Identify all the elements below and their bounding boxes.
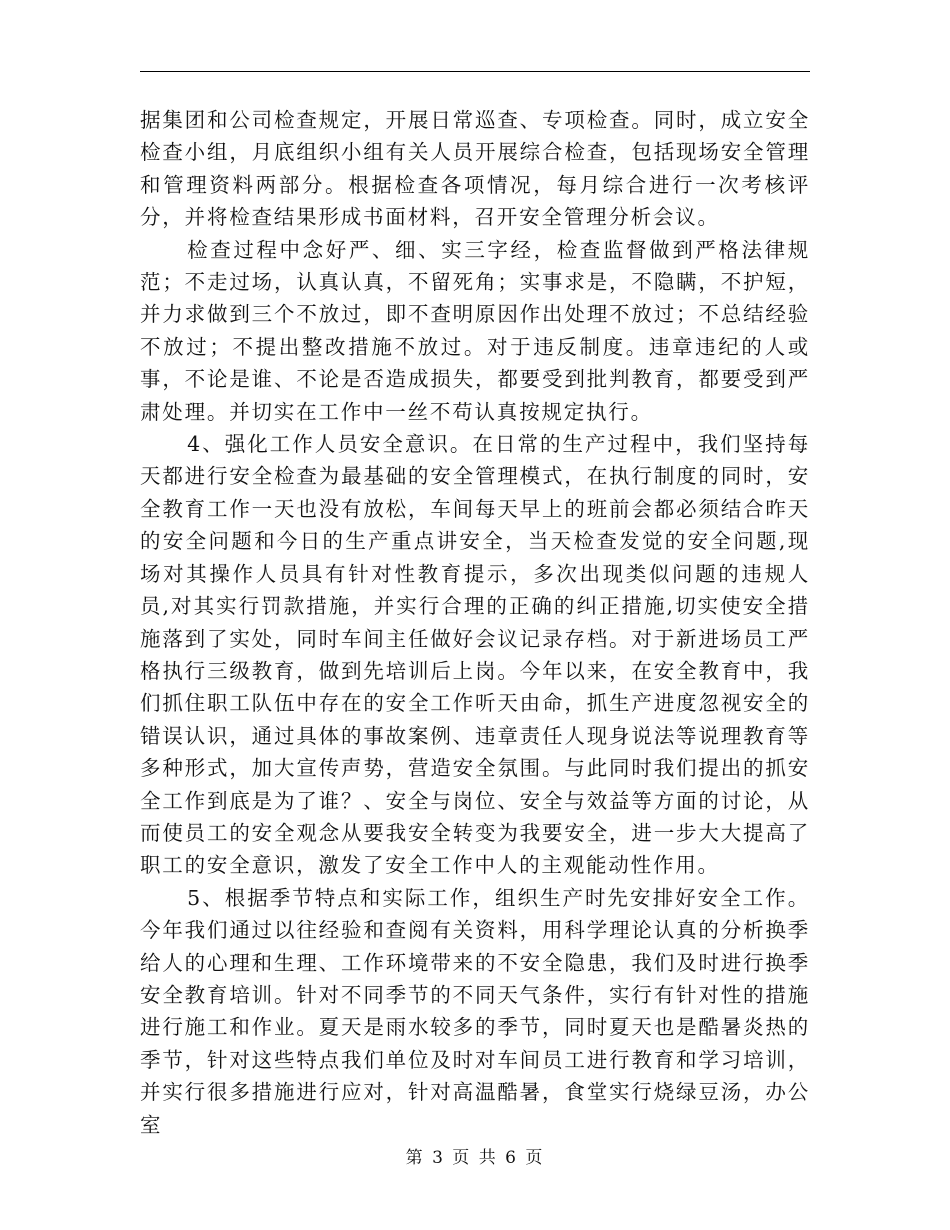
paragraph-4: 5、根据季节特点和实际工作，组织生产时先安排好安全工作。今年我们通过以往经验和查阅有关资料，用科学理论认真的分析换季给人的心理和生理、工作环境带来的不安全隐患，我们及时进行换季安全教育培训。针对不同季节的不同天气条件，实行有针对性的措施进行施工和作业。夏天是雨水较多的季节，同时夏天也是酷暑炎热的季节，针对这些特点我们单位及时对车间员工进行教育和学习培训，并实行很多措施进行应对，针对高温酷暑，食堂实行烧绿豆汤，办公室 bbox=[140, 885, 810, 1137]
header-rule bbox=[140, 71, 810, 72]
paragraph-1: 据集团和公司检查规定，开展日常巡查、专项检查。同时，成立安全检查小组，月底组织小组有关人员开展综合检查，包括现场安全管理和管理资料两部分。根据检查各项情况，每月综合进行一次考核评分，并将检查结果形成书面材料，召开安全管理分析会议。 bbox=[140, 108, 810, 230]
page-number: 第 3 页 共 6 页 bbox=[405, 1148, 545, 1168]
paragraph-3: 4、强化工作人员安全意识。在日常的生产过程中，我们坚持每天都进行安全检查为最基础的安全管理模式，在执行制度的同时，安全教育工作一天也没有放松，车间每天早上的班前会都必须结合昨天的安全问题和今日的生产重点讲安全，当天检查发觉的安全问题,现场对其操作人员具有针对性教育提示，多次出现类似问题的违规人员,对其实行罚款措施，并实行合理的正确的纠正措施,切实使安全措施落到了实处，同时车间主任做好会议记录存档。对于新进场员工严格执行三级教育，做到先培训后上岗。今年以来，在安全教育中，我们抓住职工队伍中存在的安全工作听天由命，抓生产进度忽视安全的错误认识，通过具体的事故案例、违章责任人现身说法等说理教育等多种形式，加大宣传声势，营造安全氛围。与此同时我们提出的抓安全工作到底是为了谁？、安全与岗位、安全与效益等方面的讨论，从而使员工的安全观念从要我安全转变为我要安全，进一步大大提高了职工的安全意识，激发了安全工作中人的主观能动性作用。 bbox=[140, 432, 810, 878]
paragraph-2: 检查过程中念好严、细、实三字经，检查监督做到严格法律规范；不走过场，认真认真，不留死角；实事求是，不隐瞒，不护短，并力求做到三个不放过，即不查明原因作出处理不放过；不总结经验不放过；不提出整改措施不放过。对于违反制度。违章违纪的人或事，不论是谁、不论是否造成损失，都要受到批判教育，都要受到严肃处理。并切实在工作中一丝不苟认真按规定执行。 bbox=[140, 237, 810, 424]
document-body bbox=[140, 104, 810, 1141]
